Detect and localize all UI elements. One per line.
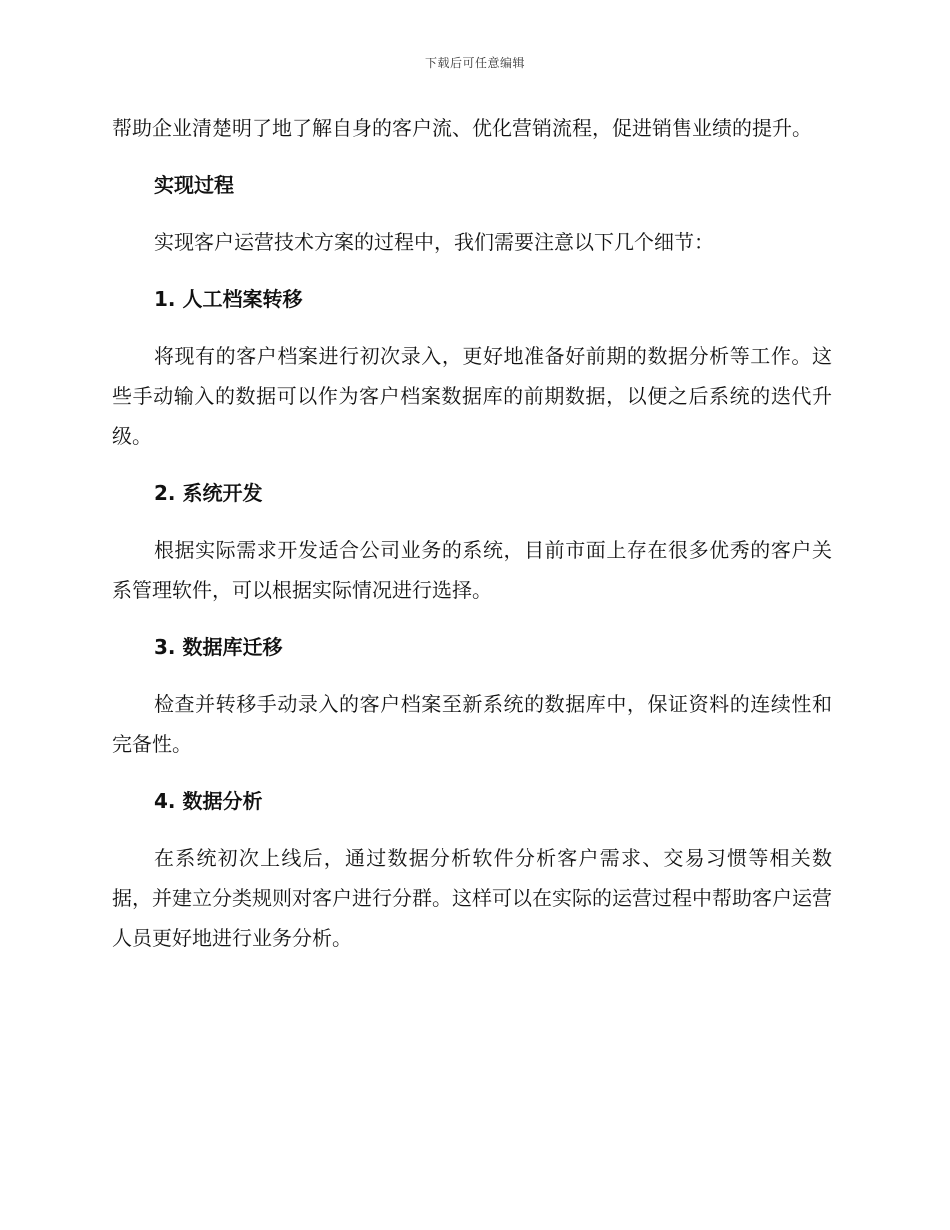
step-paragraph-3: 检查并转移手动录入的客户档案至新系统的数据库中，保证资料的连续性和完备性。 xyxy=(112,692,832,756)
step-paragraph-1: 将现有的客户档案进行初次录入，更好地准备好前期的数据分析等工作。这些手动输入的数据可以作为客户档案数据库的前期数据，以便之后系统的迭代升级。 xyxy=(112,344,832,448)
step-paragraph-2: 根据实际需求开发适合公司业务的系统，目前市面上存在很多优秀的客户关系管理软件，可以根据实际情况进行选择。 xyxy=(112,538,832,602)
intro-paragraph: 帮助企业清楚明了地了解自身的客户流、优化营销流程，促进销售业绩的提升。 xyxy=(112,116,812,140)
step-heading-1: 1. 人工档案转移 xyxy=(154,287,303,311)
document-body xyxy=(112,108,832,975)
section-intro-paragraph: 实现客户运营技术方案的过程中，我们需要注意以下几个细节： xyxy=(154,230,714,254)
step-heading-2: 2. 系统开发 xyxy=(154,481,263,505)
section-heading: 实现过程 xyxy=(154,173,234,197)
header-note: 下载后可任意编辑 xyxy=(424,56,525,70)
step-paragraph-4: 在系统初次上线后，通过数据分析软件分析客户需求、交易习惯等相关数据，并建立分类规则对客户进行分群。这样可以在实际的运营过程中帮助客户运营人员更好地进行业务分析。 xyxy=(112,846,832,950)
step-heading-4: 4. 数据分析 xyxy=(154,789,263,813)
step-heading-3: 3. 数据库迁移 xyxy=(154,635,283,659)
